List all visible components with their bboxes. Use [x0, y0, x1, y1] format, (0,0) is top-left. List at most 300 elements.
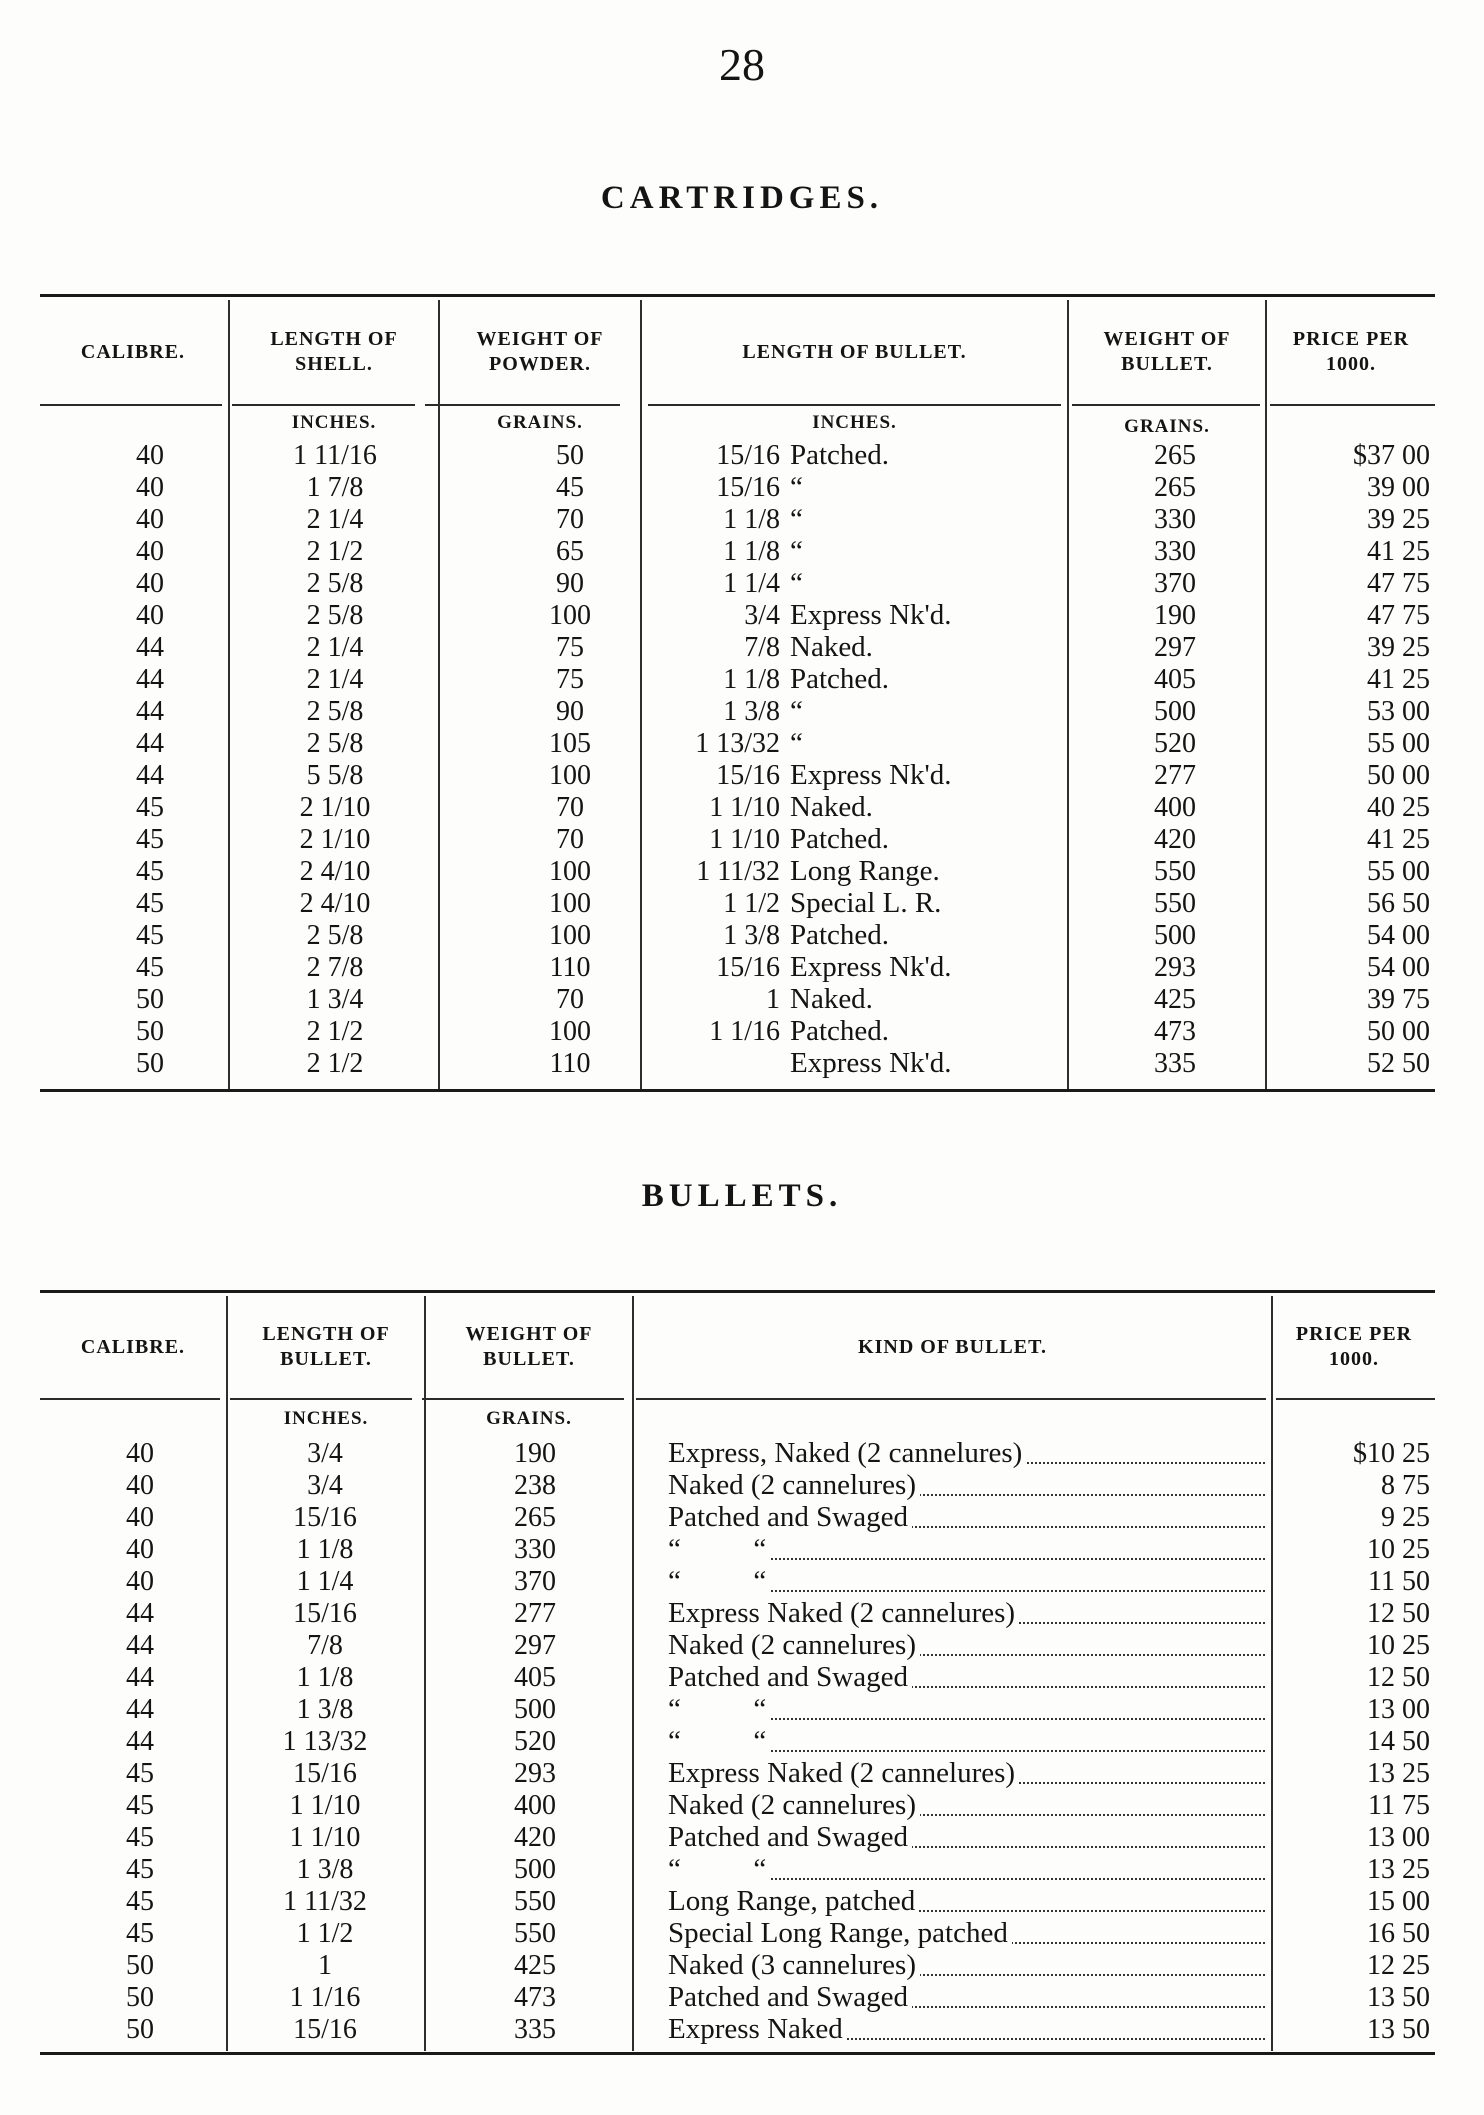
bullet-weight-cell: 550 — [514, 1886, 556, 1917]
calibre-cell: 45 — [136, 920, 164, 951]
table-row — [40, 1016, 1435, 1047]
table-row — [40, 1630, 1435, 1661]
bullet-kind-cell: Express Nk'd. — [790, 599, 952, 631]
bullet-weight-cell: 330 — [514, 1534, 556, 1565]
table-row — [40, 1694, 1435, 1725]
bullet-length-cell: 1 1/10 — [289, 1822, 361, 1853]
price-cell: 41 25 — [1367, 664, 1430, 695]
table-row — [40, 792, 1435, 823]
header-rule — [1270, 404, 1435, 406]
table-row — [40, 1534, 1435, 1565]
bullet-kind-cell: Naked. — [790, 791, 873, 823]
table-top-rule — [40, 1290, 1435, 1293]
powder-weight-cell: 70 — [556, 504, 584, 535]
price-cell: 53 00 — [1367, 696, 1430, 727]
bullet-kind-cell: Naked. — [790, 983, 873, 1015]
header-rule — [422, 1398, 624, 1400]
bullet-length-cell: 1 1/2 — [296, 1918, 354, 1949]
price-cell: 39 25 — [1367, 504, 1430, 535]
bullet-kind-cell — [668, 1790, 1268, 1821]
shell-length-cell: 2 1/2 — [306, 1048, 364, 1079]
bullet-weight-cell: 190 — [514, 1438, 556, 1469]
unit-bullet-inches: INCHES. — [812, 412, 897, 433]
header-rule — [648, 404, 1061, 406]
bullet-kind-text: Express, Naked (2 cannelures) — [668, 1437, 1026, 1469]
powder-weight-cell: 70 — [556, 792, 584, 823]
price-cell: $37 00 — [1353, 440, 1430, 471]
powder-weight-cell: 100 — [549, 856, 591, 887]
header-price-per-1000: PRICE PER 1000. — [1292, 328, 1410, 375]
shell-length-cell: 2 7/8 — [306, 952, 364, 983]
powder-weight-cell: 110 — [549, 1048, 591, 1079]
unit-shell-inches: INCHES. — [291, 412, 377, 433]
bullet-kind-cell — [668, 1694, 1268, 1725]
bullet-weight-cell: 405 — [514, 1662, 556, 1693]
bullet-kind-cell — [668, 1662, 1268, 1693]
bullet-weight-cell: 400 — [514, 1790, 556, 1821]
shell-length-cell: 2 5/8 — [306, 600, 364, 631]
powder-weight-cell: 100 — [549, 888, 591, 919]
table-row — [40, 1822, 1435, 1853]
table-row — [40, 1758, 1435, 1789]
bullet-weight-cell: 265 — [514, 1502, 556, 1533]
price-cell: 55 00 — [1367, 856, 1430, 887]
bullet-length-cell: 15/16 — [716, 760, 780, 791]
table-bottom-rule — [40, 1089, 1435, 1092]
price-cell: 8 75 — [1381, 1470, 1430, 1501]
bullet-length-cell: 3/4 — [307, 1438, 343, 1469]
shell-length-cell: 2 1/2 — [306, 536, 364, 567]
table-row — [40, 600, 1435, 631]
calibre-cell: 45 — [126, 1886, 154, 1917]
bullet-kind-cell: “ — [790, 471, 803, 503]
bullet-weight-cell: 550 — [1154, 856, 1196, 887]
bullet-kind-cell: Patched. — [790, 1015, 890, 1047]
bullet-kind-text: Naked (2 cannelures) — [668, 1789, 920, 1821]
unit-bullet-grains: GRAINS. — [1124, 416, 1210, 437]
price-cell: 50 00 — [1367, 760, 1430, 791]
bullet-kind-cell — [668, 1950, 1268, 1981]
price-cell: 13 25 — [1367, 1854, 1430, 1885]
bullet-weight-cell: 330 — [1154, 504, 1196, 535]
bullet-kind-cell: Express Nk'd. — [790, 951, 952, 983]
price-cell: 9 25 — [1381, 1502, 1430, 1533]
table-row — [40, 952, 1435, 983]
calibre-cell: 44 — [136, 696, 164, 727]
calibre-cell: 40 — [136, 536, 164, 567]
calibre-cell: 44 — [126, 1694, 154, 1725]
header-rule — [40, 404, 222, 406]
bullet-kind-text: Special Long Range, patched — [668, 1917, 1012, 1949]
calibre-cell: 40 — [136, 600, 164, 631]
bullet-length-cell: 1 1/8 — [723, 664, 780, 695]
header-length-of-bullet: LENGTH OF BULLET. — [262, 1323, 390, 1370]
bullet-length-cell: 7/8 — [307, 1630, 343, 1661]
table-row — [40, 920, 1435, 951]
price-cell: $10 25 — [1353, 1438, 1430, 1469]
powder-weight-cell: 75 — [556, 632, 584, 663]
calibre-cell: 40 — [136, 440, 164, 471]
table-row — [40, 664, 1435, 695]
bullet-length-cell: 1 1/4 — [296, 1566, 354, 1597]
price-cell: 12 50 — [1367, 1598, 1430, 1629]
shell-length-cell: 2 1/4 — [306, 632, 364, 663]
calibre-cell: 44 — [136, 632, 164, 663]
bullet-length-cell: 1 13/32 — [695, 728, 780, 759]
bullet-weight-cell: 500 — [514, 1854, 556, 1885]
bullet-length-cell: 15/16 — [293, 1758, 357, 1789]
calibre-cell: 45 — [126, 1854, 154, 1885]
bullet-kind-cell — [668, 1630, 1268, 1661]
bullet-kind-cell — [668, 1886, 1268, 1917]
price-cell: 39 00 — [1367, 472, 1430, 503]
bullet-weight-cell: 330 — [1154, 536, 1196, 567]
price-cell: 14 50 — [1367, 1726, 1430, 1757]
header-weight-of-bullet: WEIGHT OF BULLET. — [465, 1323, 593, 1370]
table-row — [40, 760, 1435, 791]
shell-length-cell: 1 7/8 — [306, 472, 364, 503]
bullet-length-cell: 15/16 — [716, 472, 780, 503]
price-cell: 13 25 — [1367, 1758, 1430, 1789]
price-cell: 55 00 — [1367, 728, 1430, 759]
price-cell: 41 25 — [1367, 824, 1430, 855]
powder-weight-cell: 100 — [549, 920, 591, 951]
bullet-weight-cell: 473 — [1154, 1016, 1196, 1047]
bullet-length-cell — [655, 1048, 780, 1079]
bullet-kind-cell — [668, 1918, 1268, 1949]
unit-length-inches: INCHES. — [283, 1408, 369, 1429]
bullet-length-cell: 15/16 — [293, 2014, 357, 2045]
table-row — [40, 888, 1435, 919]
powder-weight-cell: 70 — [556, 984, 584, 1015]
bullet-kind-cell: “ — [790, 567, 803, 599]
table-row — [40, 1566, 1435, 1597]
table-row — [40, 440, 1435, 471]
table-row — [40, 504, 1435, 535]
bullet-weight-cell: 420 — [514, 1822, 556, 1853]
bullet-kind-cell — [668, 1982, 1268, 2013]
calibre-cell: 40 — [126, 1566, 154, 1597]
bullet-weight-cell: 370 — [514, 1566, 556, 1597]
bullet-length-cell: 15/16 — [293, 1598, 357, 1629]
bullet-weight-cell: 420 — [1154, 824, 1196, 855]
bullet-weight-cell: 425 — [1154, 984, 1196, 1015]
powder-weight-cell: 105 — [549, 728, 591, 759]
table-row — [40, 1726, 1435, 1757]
bullet-weight-cell: 500 — [1154, 920, 1196, 951]
bullet-kind-text: Express Naked — [668, 2013, 847, 2045]
bullet-weight-cell: 238 — [514, 1470, 556, 1501]
bullet-kind-cell — [668, 1534, 1268, 1565]
bullet-length-cell: 1 1/2 — [723, 888, 780, 919]
bullet-weight-cell: 370 — [1154, 568, 1196, 599]
table-row — [40, 728, 1435, 759]
table-row — [40, 568, 1435, 599]
bullet-kind-cell — [668, 1598, 1268, 1629]
price-cell: 54 00 — [1367, 952, 1430, 983]
powder-weight-cell: 90 — [556, 568, 584, 599]
bullet-kind-cell: Patched. — [790, 823, 890, 855]
bullet-kind-text: Express Naked (2 cannelures) — [668, 1757, 1019, 1789]
shell-length-cell: 5 5/8 — [306, 760, 364, 791]
calibre-cell: 45 — [136, 952, 164, 983]
bullet-kind-cell — [668, 1726, 1268, 1757]
header-rule — [230, 1398, 412, 1400]
table-row — [40, 1790, 1435, 1821]
powder-weight-cell: 70 — [556, 824, 584, 855]
bullet-kind-text: Naked (2 cannelures) — [668, 1469, 920, 1501]
bullet-kind-cell — [668, 1502, 1268, 1533]
table-row — [40, 984, 1435, 1015]
bullet-weight-cell: 400 — [1154, 792, 1196, 823]
shell-length-cell: 2 4/10 — [299, 856, 371, 887]
calibre-cell: 45 — [136, 792, 164, 823]
powder-weight-cell: 100 — [549, 1016, 591, 1047]
calibre-cell: 45 — [126, 1758, 154, 1789]
header-rule — [1072, 404, 1260, 406]
bullet-weight-cell: 265 — [1154, 472, 1196, 503]
calibre-cell: 45 — [136, 888, 164, 919]
bullet-weight-cell: 277 — [514, 1598, 556, 1629]
bullet-length-cell: 1 1/4 — [723, 568, 780, 599]
bullet-kind-text: Patched and Swaged — [668, 1981, 912, 2013]
shell-length-cell: 2 5/8 — [306, 728, 364, 759]
bullet-kind-cell — [668, 1566, 1268, 1597]
bullet-kind-text: Naked (3 cannelures) — [668, 1949, 920, 1981]
calibre-cell: 45 — [136, 824, 164, 855]
bullet-weight-cell: 297 — [514, 1630, 556, 1661]
calibre-cell: 45 — [126, 1918, 154, 1949]
header-rule — [636, 1398, 1266, 1400]
powder-weight-cell: 65 — [556, 536, 584, 567]
bullet-length-cell: 15/16 — [716, 952, 780, 983]
price-cell: 13 50 — [1367, 1982, 1430, 2013]
bullet-length-cell: 1 1/8 — [296, 1534, 354, 1565]
bullet-kind-cell: Patched. — [790, 439, 890, 471]
bullet-kind-cell: “ — [790, 535, 803, 567]
header-weight-of-powder: WEIGHT OF POWDER. — [476, 328, 604, 375]
bullet-length-cell: 1 1/10 — [709, 824, 780, 855]
bullet-weight-cell: 500 — [514, 1694, 556, 1725]
table-row — [40, 632, 1435, 663]
calibre-cell: 45 — [126, 1790, 154, 1821]
calibre-cell: 40 — [136, 504, 164, 535]
table-row — [40, 472, 1435, 503]
shell-length-cell: 1 11/16 — [293, 440, 377, 471]
bullet-weight-cell: 425 — [514, 1950, 556, 1981]
bullet-weight-cell: 277 — [1154, 760, 1196, 791]
shell-length-cell: 2 4/10 — [299, 888, 371, 919]
bullet-weight-cell: 297 — [1154, 632, 1196, 663]
table-row — [40, 824, 1435, 855]
bullet-length-cell: 1 13/32 — [282, 1726, 368, 1757]
table-row — [40, 1502, 1435, 1533]
powder-weight-cell: 100 — [549, 760, 591, 791]
bullet-kind-cell — [668, 1470, 1268, 1501]
table-row — [40, 1662, 1435, 1693]
shell-length-cell: 2 5/8 — [306, 920, 364, 951]
powder-weight-cell: 100 — [549, 600, 591, 631]
price-cell: 12 50 — [1367, 1662, 1430, 1693]
bullet-length-cell: 1 — [318, 1950, 332, 1981]
table-row — [40, 1470, 1435, 1501]
table-row — [40, 1918, 1435, 1949]
price-cell: 16 50 — [1367, 1918, 1430, 1949]
shell-length-cell: 2 1/10 — [299, 824, 371, 855]
bullet-kind-cell: Patched. — [790, 919, 890, 951]
bullet-length-cell: 15/16 — [716, 440, 780, 471]
bullet-length-cell: 1 3/8 — [723, 696, 780, 727]
bullet-length-cell: 1 11/32 — [283, 1886, 367, 1917]
shell-length-cell: 2 1/4 — [306, 504, 364, 535]
table-row — [40, 1854, 1435, 1885]
bullet-kind-cell: “ — [790, 727, 803, 759]
bullet-kind-cell — [668, 1854, 1268, 1885]
shell-length-cell: 2 1/2 — [306, 1016, 364, 1047]
header-rule — [1276, 1398, 1435, 1400]
bullet-weight-cell: 293 — [514, 1758, 556, 1789]
header-weight-of-bullet: WEIGHT OF BULLET. — [1103, 328, 1231, 375]
table-row — [40, 1438, 1435, 1469]
price-cell: 47 75 — [1367, 600, 1430, 631]
bullet-kind-cell — [668, 2014, 1268, 2045]
table-row — [40, 856, 1435, 887]
calibre-cell: 40 — [126, 1534, 154, 1565]
bullet-kind-cell: “ — [790, 695, 803, 727]
price-cell: 12 25 — [1367, 1950, 1430, 1981]
bullet-weight-cell: 335 — [514, 2014, 556, 2045]
calibre-cell: 44 — [136, 728, 164, 759]
page-number: 28 — [719, 39, 765, 90]
bullet-kind-text: Express Naked (2 cannelures) — [668, 1597, 1019, 1629]
bullets-title: BULLETS. — [641, 1178, 843, 1214]
bullet-kind-text: Patched and Swaged — [668, 1821, 912, 1853]
bullet-kind-text: Patched and Swaged — [668, 1501, 912, 1533]
price-cell: 11 75 — [1368, 1790, 1430, 1821]
table-row — [40, 1982, 1435, 2013]
table-row — [40, 2014, 1435, 2045]
shell-length-cell: 2 5/8 — [306, 696, 364, 727]
calibre-cell: 44 — [126, 1598, 154, 1629]
price-cell: 41 25 — [1367, 536, 1430, 567]
table-row — [40, 696, 1435, 727]
bullet-kind-cell — [668, 1822, 1268, 1853]
calibre-cell: 40 — [126, 1438, 154, 1469]
cartridges-table — [40, 294, 1435, 1094]
price-cell: 11 50 — [1368, 1566, 1430, 1597]
header-calibre: CALIBRE. — [80, 340, 186, 363]
price-cell: 39 25 — [1367, 632, 1430, 663]
bullet-kind-cell — [668, 1758, 1268, 1789]
calibre-cell: 50 — [126, 2014, 154, 2045]
bullet-kind-cell: Naked. — [790, 631, 873, 663]
price-cell: 13 00 — [1367, 1822, 1430, 1853]
bullet-kind-cell: Express Nk'd. — [790, 1047, 952, 1079]
bullet-weight-cell: 293 — [1154, 952, 1196, 983]
bullets-table — [40, 1290, 1435, 2060]
bullet-length-cell: 1 1/8 — [723, 536, 780, 567]
bullet-length-cell: 1 1/16 — [709, 1016, 780, 1047]
bullet-kind-cell: “ — [790, 503, 803, 535]
calibre-cell: 40 — [126, 1470, 154, 1501]
table-row — [40, 1048, 1435, 1079]
powder-weight-cell: 110 — [549, 952, 591, 983]
bullet-kind-text: “ “ — [668, 1693, 770, 1725]
price-cell: 10 25 — [1367, 1534, 1430, 1565]
price-cell: 10 25 — [1367, 1630, 1430, 1661]
bullet-length-cell: 1 3/8 — [296, 1694, 354, 1725]
bullet-length-cell: 1 — [766, 984, 780, 1015]
bullet-length-cell: 7/8 — [744, 632, 780, 663]
bullet-weight-cell: 500 — [1154, 696, 1196, 727]
powder-weight-cell: 75 — [556, 664, 584, 695]
calibre-cell: 45 — [126, 1822, 154, 1853]
bullet-kind-text: “ “ — [668, 1725, 770, 1757]
bullet-kind-text: Naked (2 cannelures) — [668, 1629, 920, 1661]
bullet-length-cell: 3/4 — [307, 1470, 343, 1501]
table-top-rule — [40, 294, 1435, 297]
bullet-kind-cell — [668, 1438, 1268, 1469]
calibre-cell: 40 — [136, 568, 164, 599]
bullet-length-cell: 1 11/32 — [696, 856, 780, 887]
unit-weight-grains: GRAINS. — [486, 1408, 572, 1429]
shell-length-cell: 2 1/4 — [306, 664, 364, 695]
bullet-length-cell: 3/4 — [744, 600, 780, 631]
header-length-of-shell: LENGTH OF SHELL. — [270, 328, 398, 375]
header-rule — [40, 1398, 220, 1400]
calibre-cell: 50 — [136, 1048, 164, 1079]
bullet-weight-cell: 550 — [514, 1918, 556, 1949]
bullet-length-cell: 15/16 — [293, 1502, 357, 1533]
header-rule — [425, 404, 620, 406]
powder-weight-cell: 90 — [556, 696, 584, 727]
bullet-weight-cell: 473 — [514, 1982, 556, 2013]
price-cell: 13 00 — [1367, 1694, 1430, 1725]
bullet-length-cell: 1 1/8 — [723, 504, 780, 535]
calibre-cell: 50 — [126, 1950, 154, 1981]
header-calibre: CALIBRE. — [80, 1335, 186, 1358]
bullet-kind-cell: Long Range. — [790, 855, 940, 887]
bullet-weight-cell: 520 — [514, 1726, 556, 1757]
calibre-cell: 44 — [136, 664, 164, 695]
price-cell: 39 75 — [1367, 984, 1430, 1015]
calibre-cell: 44 — [126, 1630, 154, 1661]
bullet-length-cell: 1 3/8 — [296, 1854, 354, 1885]
shell-length-cell: 1 3/4 — [306, 984, 364, 1015]
header-kind-of-bullet: KIND OF BULLET. — [858, 1335, 1047, 1358]
bullet-weight-cell: 520 — [1154, 728, 1196, 759]
table-row — [40, 1598, 1435, 1629]
price-cell: 54 00 — [1367, 920, 1430, 951]
price-cell: 52 50 — [1367, 1048, 1430, 1079]
bullet-weight-cell: 550 — [1154, 888, 1196, 919]
bullet-weight-cell: 335 — [1154, 1048, 1196, 1079]
cartridges-title: CARTRIDGES. — [600, 180, 884, 216]
bullet-length-cell: 1 1/10 — [289, 1790, 361, 1821]
table-row — [40, 536, 1435, 567]
bullet-kind-cell: Express Nk'd. — [790, 759, 952, 791]
bullet-kind-cell: Patched. — [790, 663, 890, 695]
calibre-cell: 40 — [126, 1502, 154, 1533]
bullet-kind-text: “ “ — [668, 1533, 770, 1565]
calibre-cell: 50 — [136, 984, 164, 1015]
bullet-length-cell: 1 3/8 — [723, 920, 780, 951]
calibre-cell: 44 — [136, 760, 164, 791]
bullet-kind-cell: Special L. R. — [790, 887, 942, 919]
calibre-cell: 44 — [126, 1662, 154, 1693]
price-cell: 15 00 — [1367, 1886, 1430, 1917]
calibre-cell: 50 — [126, 1982, 154, 2013]
